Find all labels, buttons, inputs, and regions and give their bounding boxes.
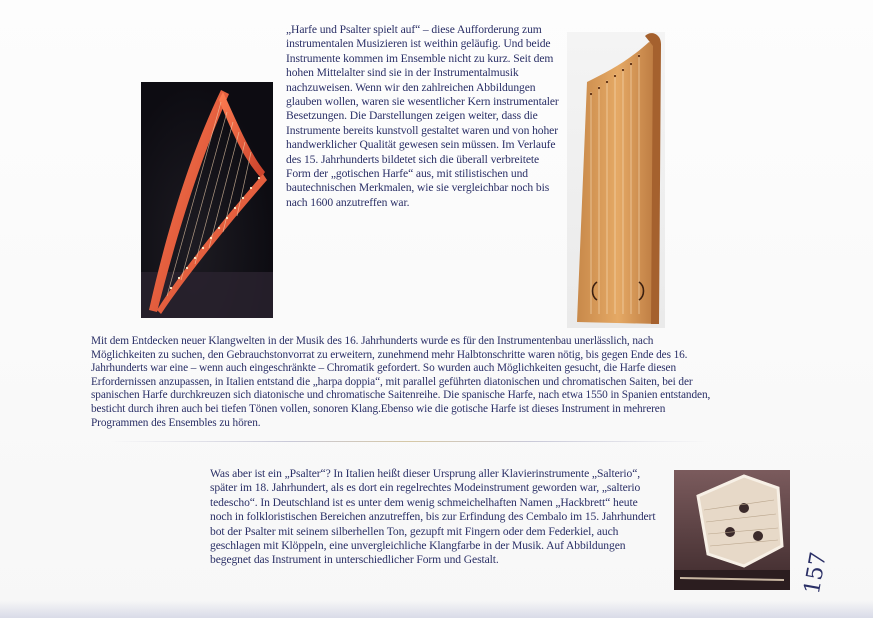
gothic-harp-photo [141, 82, 273, 318]
psalter-paragraph: Was aber ist ein „Psalter“? In Italien heißt dieser Ursprung aller Klavierinstrumente „Salterio“, später im 18. Jahrhundert, als es dort ein regelrechtes Modeinstrument geworden war, „salterio tedescho“. In Deutschland ist es unter dem wenig schmeichelhaften Namen „Hackbrett“ heute noch in folkloristischen Bereichen anzutreffen, bis zur Erfindung des Cembalo im 15. Jahrhundert bot der Psalter mit seinem silberhellen Ton, gezupft mit Fingern oder dem Federkiel, auch geschlagen mit Klöppeln, eine unvergleichliche Klangfarbe in der Musik. Auf Abbildungen begegnet das Instrument in unterschiedlicher Form und Gestalt. [210, 467, 656, 567]
psalter-illustration [674, 470, 790, 590]
intro-paragraph: „Harfe und Psalter spielt auf“ – diese Aufforderung zum instrumentalen Musizieren ist weithin geläufig. Und beide Instrumente kommen im Ensemble nicht zu kurz. Seit dem hohen Mittelalter sind sie in der Instrumentalmusik nachzuweisen. Wenn wir den zahlreichen Abbildungen glauben wollen, waren sie wesentlicher Kern instrumentaler Besetzungen. Die Darstellungen zeigen weiter, dass die Instrumente bereits kunstvoll gestaltet waren und von hoher handwerklicher Qualität gewesen sein müssen. Im Verlaufe des 15. Jahrhunderts bildetet sich die überall verbreitete Form der „gotischen Harfe“ aus, mit stilistischen und bautechnischen Merkmalen, wie sie vergleichbar noch bis nach 1600 anzutreffen war. [286, 23, 559, 209]
psalter-photo [674, 470, 790, 590]
harp-history-paragraph: Mit dem Entdecken neuer Klangwelten in der Musik des 16. Jahrhunderts wurde es für den Instrumentenbau unerlässlich, nach Möglichkeiten zu suchen, den Gebrauchstonvorrat zu erweitern, zunehmend mehr Halbtonschritte waren nötig, bis gegen Ende des 16. Jahrhunderts war eine – wenn auch eingeschränkte – Chromatik gefordert. So wurden auch Möglichkeiten gesucht, die Harfe diesen Erfordernissen anzupassen, in Italien entstand die „harpa doppia“, mit parallel geführten diatonischen und chromatischen Saiten, bei der spanischen Harfe durchkreuzen sich diatonische und chromatische Saitenreihe. Die spanische Harfe, nach etwa 1550 in Spanien entstanden, besticht durch ihren auch bei tiefen Tönen vollen, sonoren Klang.Ebenso wie die gotische Harfe ist dieses Instrument in mehreren Programmen des Ensembles zu hören. [91, 335, 711, 429]
gothic-harp-illustration [141, 82, 273, 318]
section-divider [110, 441, 710, 442]
handwritten-page-number: 157 [799, 550, 832, 597]
scan-edge-shadow [0, 600, 873, 618]
harp-photo-right [567, 32, 665, 328]
harp-illustration-right [567, 32, 665, 328]
